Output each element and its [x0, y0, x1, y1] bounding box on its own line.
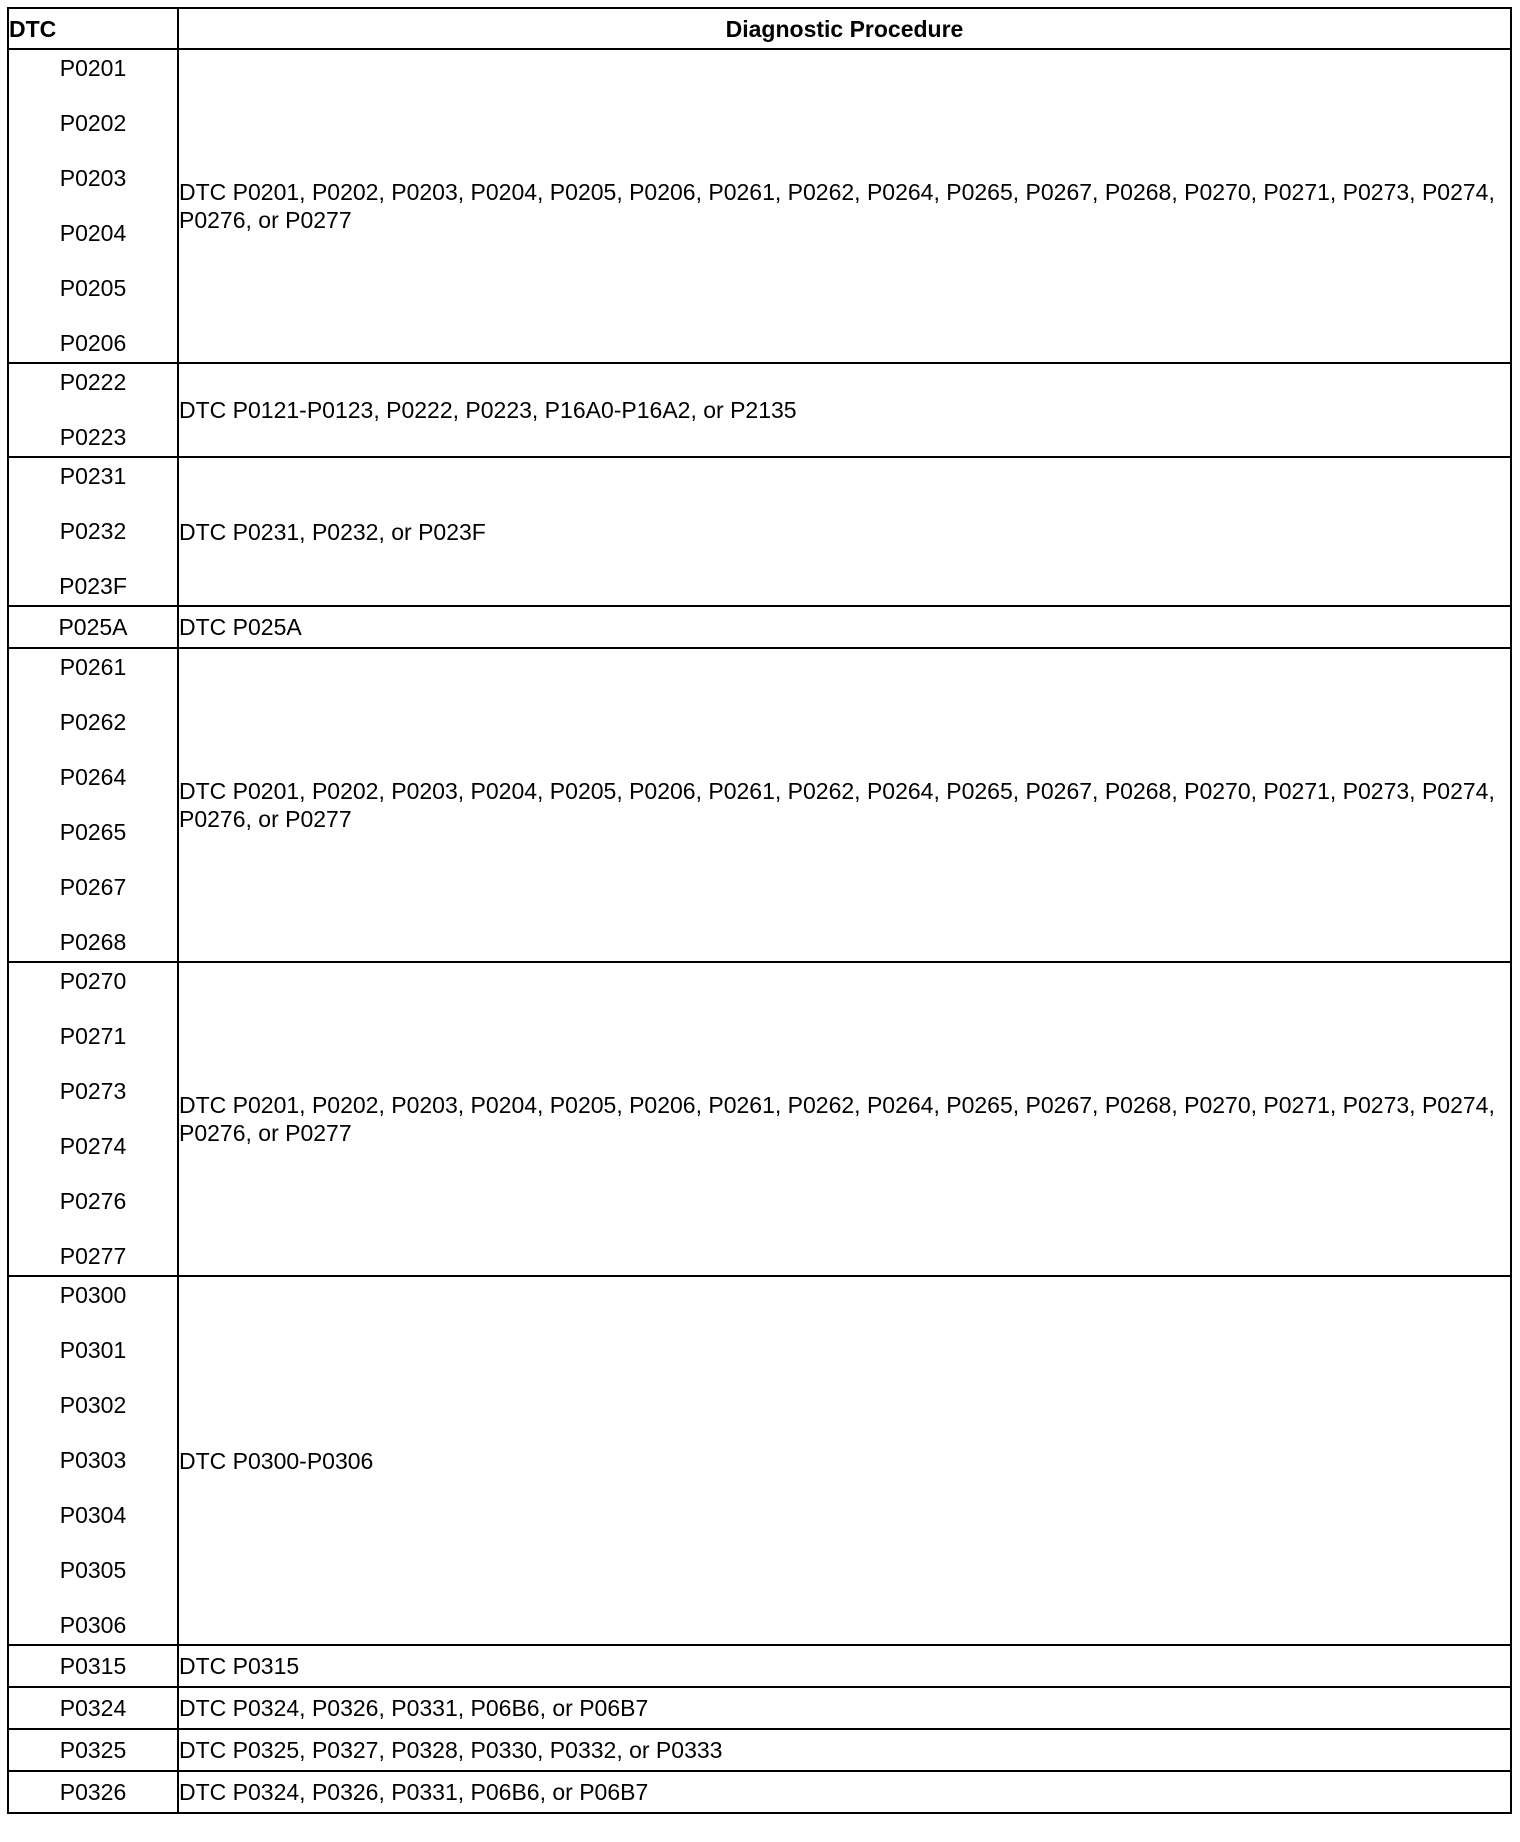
- table-row: [8, 1729, 1511, 1771]
- dtc-code: P0202: [59, 110, 127, 136]
- dtc-code: P0325: [59, 1737, 127, 1763]
- dtc-codes-cell: [8, 363, 178, 457]
- dtc-code: P0273: [59, 1078, 127, 1104]
- diagnostic-procedure-link[interactable]: DTC P0300-P0306: [178, 1276, 1511, 1645]
- dtc-code: P0305: [59, 1557, 127, 1583]
- dtc-code: P025A: [58, 614, 128, 640]
- dtc-code: P0270: [59, 968, 127, 994]
- dtc-code: P0304: [59, 1502, 127, 1528]
- diagnostic-procedure-link[interactable]: DTC P0324, P0326, P0331, P06B6, or P06B7: [178, 1687, 1511, 1729]
- dtc-code: P0206: [59, 330, 127, 356]
- dtc-code: P0276: [59, 1188, 127, 1214]
- dtc-code: P0324: [59, 1695, 127, 1721]
- dtc-table: [7, 7, 1512, 1814]
- dtc-code: P023F: [59, 573, 127, 599]
- diagnostic-procedure-link[interactable]: DTC P025A: [178, 606, 1511, 648]
- table-row: [8, 962, 1511, 1276]
- diagnostic-procedure-link[interactable]: DTC P0315: [178, 1645, 1511, 1687]
- dtc-code: P0306: [59, 1612, 127, 1638]
- dtc-codes-cell: [8, 1276, 178, 1645]
- table-body: [8, 49, 1511, 1813]
- dtc-code: P0271: [59, 1023, 127, 1049]
- diagnostic-procedure-link[interactable]: DTC P0324, P0326, P0331, P06B6, or P06B7: [178, 1771, 1511, 1813]
- dtc-code: P0315: [59, 1653, 127, 1679]
- dtc-codes-cell: [8, 49, 178, 363]
- dtc-code: P0303: [59, 1447, 127, 1473]
- dtc-code: P0223: [59, 424, 127, 450]
- table-row: [8, 1645, 1511, 1687]
- header-row: [8, 8, 1511, 49]
- dtc-column-header: DTC: [8, 8, 178, 49]
- dtc-code: P0300: [59, 1282, 127, 1308]
- dtc-code: P0274: [59, 1133, 127, 1159]
- dtc-code: P0301: [59, 1337, 127, 1363]
- dtc-code: P0264: [59, 764, 127, 790]
- table-row: [8, 1687, 1511, 1729]
- dtc-codes-cell: [8, 1771, 178, 1813]
- dtc-code: P0201: [59, 55, 127, 81]
- diagnostic-procedure-link[interactable]: DTC P0201, P0202, P0203, P0204, P0205, P0206, P0261, P0262, P0264, P0265, P0267, P0268, P0270, P0271, P0273, P0274, P0276, or P0277: [178, 962, 1511, 1276]
- dtc-codes-cell: [8, 457, 178, 606]
- diagnostic-procedure-link[interactable]: DTC P0121-P0123, P0222, P0223, P16A0-P16A2, or P2135: [178, 363, 1511, 457]
- dtc-code: P0205: [59, 275, 127, 301]
- dtc-code: P0277: [59, 1243, 127, 1269]
- table-row: [8, 363, 1511, 457]
- dtc-code: P0268: [59, 929, 127, 955]
- dtc-code: P0262: [59, 709, 127, 735]
- dtc-code: P0204: [59, 220, 127, 246]
- dtc-codes-cell: [8, 648, 178, 962]
- dtc-code: P0265: [59, 819, 127, 845]
- dtc-codes-cell: [8, 962, 178, 1276]
- dtc-codes-cell: [8, 1645, 178, 1687]
- dtc-code: P0232: [59, 518, 127, 544]
- table-row: [8, 1771, 1511, 1813]
- procedure-column-header: Diagnostic Procedure: [178, 8, 1511, 49]
- table-row: [8, 1276, 1511, 1645]
- dtc-codes-cell: [8, 1729, 178, 1771]
- dtc-code: P0326: [59, 1779, 127, 1805]
- diagnostic-procedure-link[interactable]: DTC P0201, P0202, P0203, P0204, P0205, P0206, P0261, P0262, P0264, P0265, P0267, P0268, P0270, P0271, P0273, P0274, P0276, or P0277: [178, 648, 1511, 962]
- diagnostic-procedure-link[interactable]: DTC P0201, P0202, P0203, P0204, P0205, P0206, P0261, P0262, P0264, P0265, P0267, P0268, P0270, P0271, P0273, P0274, P0276, or P0277: [178, 49, 1511, 363]
- dtc-code: P0222: [59, 369, 127, 395]
- dtc-code: P0231: [59, 463, 127, 489]
- dtc-code: P0203: [59, 165, 127, 191]
- diagnostic-procedure-link[interactable]: DTC P0231, P0232, or P023F: [178, 457, 1511, 606]
- dtc-codes-cell: [8, 1687, 178, 1729]
- dtc-code: P0302: [59, 1392, 127, 1418]
- table-row: [8, 49, 1511, 363]
- dtc-code: P0267: [59, 874, 127, 900]
- dtc-code: P0261: [59, 654, 127, 680]
- table-row: [8, 648, 1511, 962]
- table-row: [8, 457, 1511, 606]
- diagnostic-procedure-link[interactable]: DTC P0325, P0327, P0328, P0330, P0332, or P0333: [178, 1729, 1511, 1771]
- table-row: [8, 606, 1511, 648]
